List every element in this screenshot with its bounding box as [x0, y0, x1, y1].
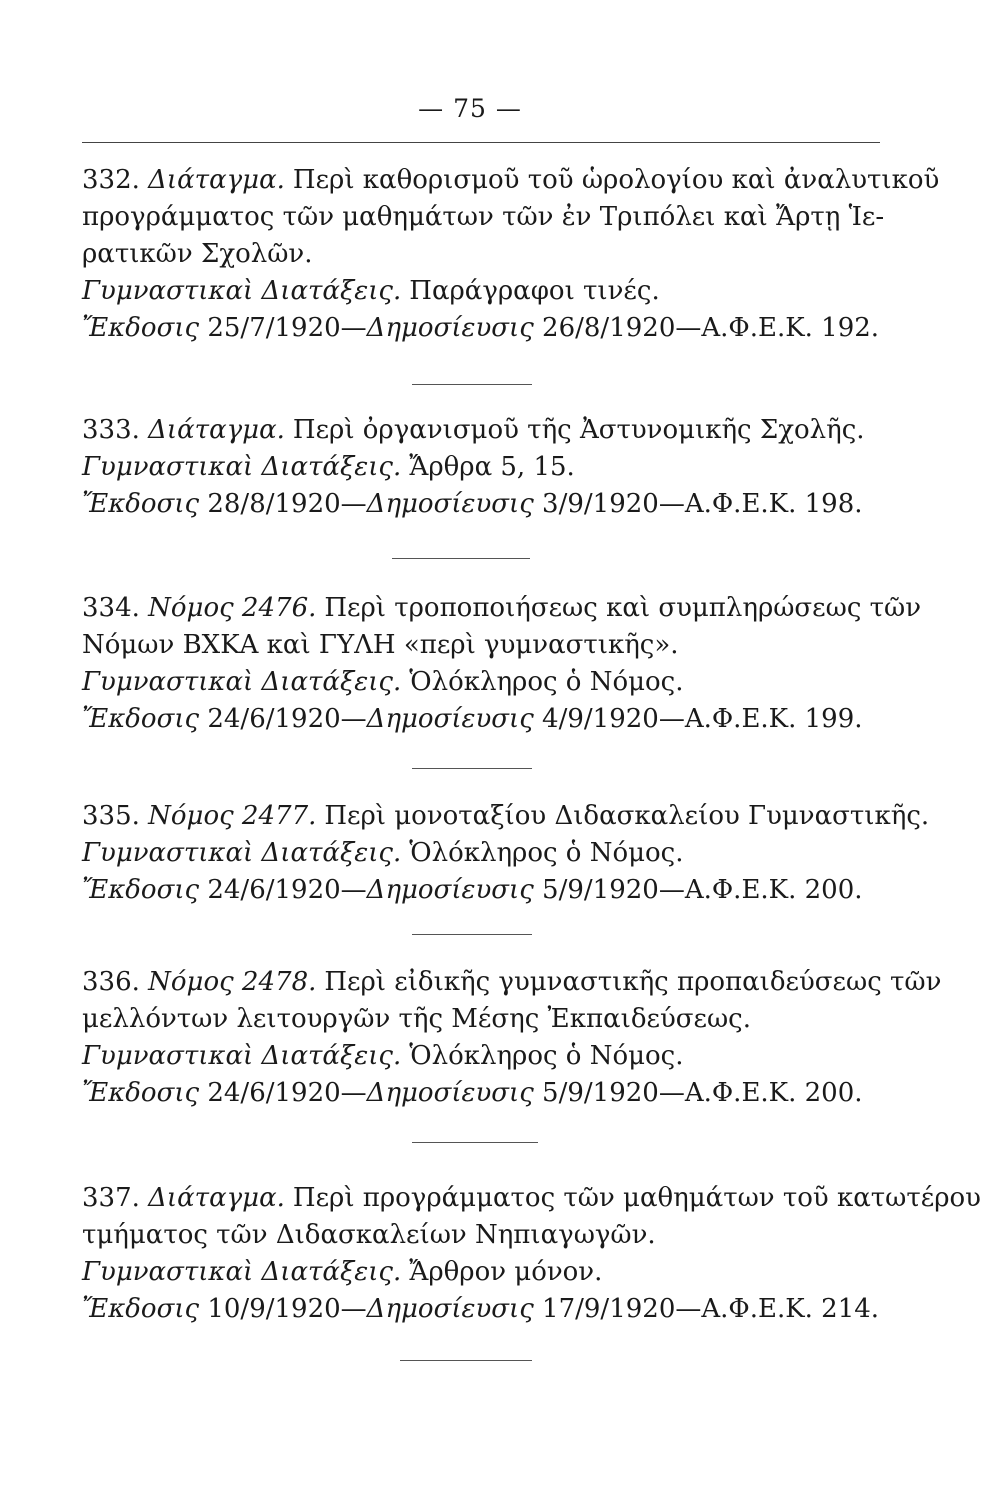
entry-334: [82, 590, 922, 738]
entry-subject-line: Περὶ μονοταξίου Διδασκαλείου Γυμναστικῆς.: [324, 801, 930, 831]
entry-type: Νόμος 2476.: [148, 593, 317, 623]
entry-number: 335.: [82, 801, 140, 831]
entry-category-line: [82, 273, 902, 310]
separator-rule: [412, 384, 532, 385]
entry-category-line: [82, 1254, 902, 1291]
entry-title-line: [82, 412, 902, 449]
entry-subject-line: τμήματος τῶν Διδασκαλείων Νηπιαγωγῶν.: [82, 1220, 656, 1250]
entry-subject-line: Περὶ προγράμματος τῶν μαθημάτων τοῦ κατωτέρου: [292, 1183, 981, 1213]
publication-label: Δημοσίευσις: [366, 1294, 534, 1324]
issue-date: 24/6/1920—: [207, 1078, 367, 1108]
category-value: Ἄρθρα 5, 15.: [409, 452, 575, 482]
entry-subject-line: Περὶ καθορισμοῦ τοῦ ὡρολογίου καὶ ἀναλυτικοῦ: [292, 165, 940, 195]
separator-rule: [392, 558, 530, 559]
category-value: Ἄρθρον μόνον.: [409, 1257, 603, 1287]
entry-publication-line: [82, 701, 902, 738]
publication-reference: 5/9/1920—Α.Φ.Ε.Κ. 200.: [542, 1078, 863, 1108]
entry-subject-line: προγράμματος τῶν μαθημάτων τῶν ἐν Τριπόλει καὶ Ἄρτῃ Ἱε-: [82, 202, 885, 232]
issue-label: Ἔκδοσις: [82, 1294, 200, 1324]
issue-label: Ἔκδοσις: [82, 489, 200, 519]
entry-category-line: [82, 1038, 902, 1075]
category-label: Γυμναστικαὶ Διατάξεις.: [82, 667, 402, 697]
separator-rule: [400, 1360, 532, 1361]
entry-332: [82, 162, 940, 347]
entry-type: Νόμος 2477.: [148, 801, 317, 831]
publication-reference: 26/8/1920—Α.Φ.Ε.Κ. 192.: [542, 313, 880, 343]
entry-subject-line: μελλόντων λειτουργῶν τῆς Μέσης Ἐκπαιδεύσεως.: [82, 1004, 751, 1034]
entry-publication-line: [82, 1291, 902, 1328]
entry-type: Διάταγμα.: [148, 165, 285, 195]
publication-reference: 3/9/1920—Α.Φ.Ε.Κ. 198.: [542, 489, 863, 519]
issue-date: 25/7/1920—: [207, 313, 367, 343]
entry-type: Διάταγμα.: [148, 1183, 285, 1213]
category-label: Γυμναστικαὶ Διατάξεις.: [82, 276, 402, 306]
entry-333: [82, 412, 902, 523]
page-number: — 75 —: [418, 94, 522, 123]
entry-number: 333.: [82, 415, 140, 445]
separator-rule: [412, 934, 532, 935]
entry-title-line: [82, 964, 942, 1001]
entry-337: [82, 1180, 981, 1328]
entry-category-line: [82, 449, 902, 486]
category-label: Γυμναστικαὶ Διατάξεις.: [82, 838, 402, 868]
issue-label: Ἔκδοσις: [82, 704, 200, 734]
issue-label: Ἔκδοσις: [82, 313, 200, 343]
publication-label: Δημοσίευσις: [366, 875, 534, 905]
entry-publication-line: [82, 1075, 902, 1112]
entry-category-line: [82, 835, 902, 872]
publication-label: Δημοσίευσις: [366, 489, 534, 519]
entry-number: 334.: [82, 593, 140, 623]
entry-publication-line: [82, 310, 902, 347]
entry-publication-line: [82, 872, 902, 909]
entry-category-line: [82, 664, 902, 701]
separator-rule: [412, 1142, 538, 1143]
entry-336: [82, 964, 942, 1112]
category-value: Ὁλόκληρος ὁ Νόμος.: [409, 838, 684, 868]
entry-subject-line: Περὶ τροποποιήσεως καὶ συμπληρώσεως τῶν: [324, 593, 922, 623]
issue-date: 10/9/1920—: [207, 1294, 367, 1324]
entry-title-line: [82, 1180, 981, 1217]
entry-title-line: [82, 798, 930, 835]
separator-rule: [412, 768, 532, 769]
entry-title-line: [82, 590, 922, 627]
issue-date: 24/6/1920—: [207, 875, 367, 905]
publication-label: Δημοσίευσις: [366, 1078, 534, 1108]
publication-label: Δημοσίευσις: [366, 313, 534, 343]
issue-date: 24/6/1920—: [207, 704, 367, 734]
publication-reference: 5/9/1920—Α.Φ.Ε.Κ. 200.: [542, 875, 863, 905]
category-label: Γυμναστικαὶ Διατάξεις.: [82, 1041, 402, 1071]
entry-title-line: [82, 162, 940, 199]
entry-subject-line: Περὶ εἰδικῆς γυμναστικῆς προπαιδεύσεως τῶν: [324, 967, 942, 997]
top-rule: [82, 142, 880, 143]
category-value: Παράγραφοι τινές.: [409, 276, 660, 306]
entry-number: 337.: [82, 1183, 140, 1213]
entry-type: Νόμος 2478.: [148, 967, 317, 997]
category-label: Γυμναστικαὶ Διατάξεις.: [82, 1257, 402, 1287]
entry-subject-line: ρατικῶν Σχολῶν.: [82, 239, 313, 269]
issue-label: Ἔκδοσις: [82, 1078, 200, 1108]
entry-number: 336.: [82, 967, 140, 997]
entry-publication-line: [82, 486, 902, 523]
publication-label: Δημοσίευσις: [366, 704, 534, 734]
entry-number: 332.: [82, 165, 140, 195]
category-label: Γυμναστικαὶ Διατάξεις.: [82, 452, 402, 482]
publication-reference: 17/9/1920—Α.Φ.Ε.Κ. 214.: [542, 1294, 880, 1324]
category-value: Ὁλόκληρος ὁ Νόμος.: [409, 667, 684, 697]
entry-type: Διάταγμα.: [148, 415, 285, 445]
entry-335: [82, 798, 930, 909]
entry-subject-line: Νόμων ΒΧΚΑ καὶ ΓΥΛΗ «περὶ γυμναστικῆς».: [82, 630, 679, 660]
publication-reference: 4/9/1920—Α.Φ.Ε.Κ. 199.: [542, 704, 863, 734]
category-value: Ὁλόκληρος ὁ Νόμος.: [409, 1041, 684, 1071]
issue-label: Ἔκδοσις: [82, 875, 200, 905]
entry-subject-line: Περὶ ὀργανισμοῦ τῆς Ἀστυνομικῆς Σχολῆς.: [292, 415, 865, 445]
issue-date: 28/8/1920—: [207, 489, 367, 519]
